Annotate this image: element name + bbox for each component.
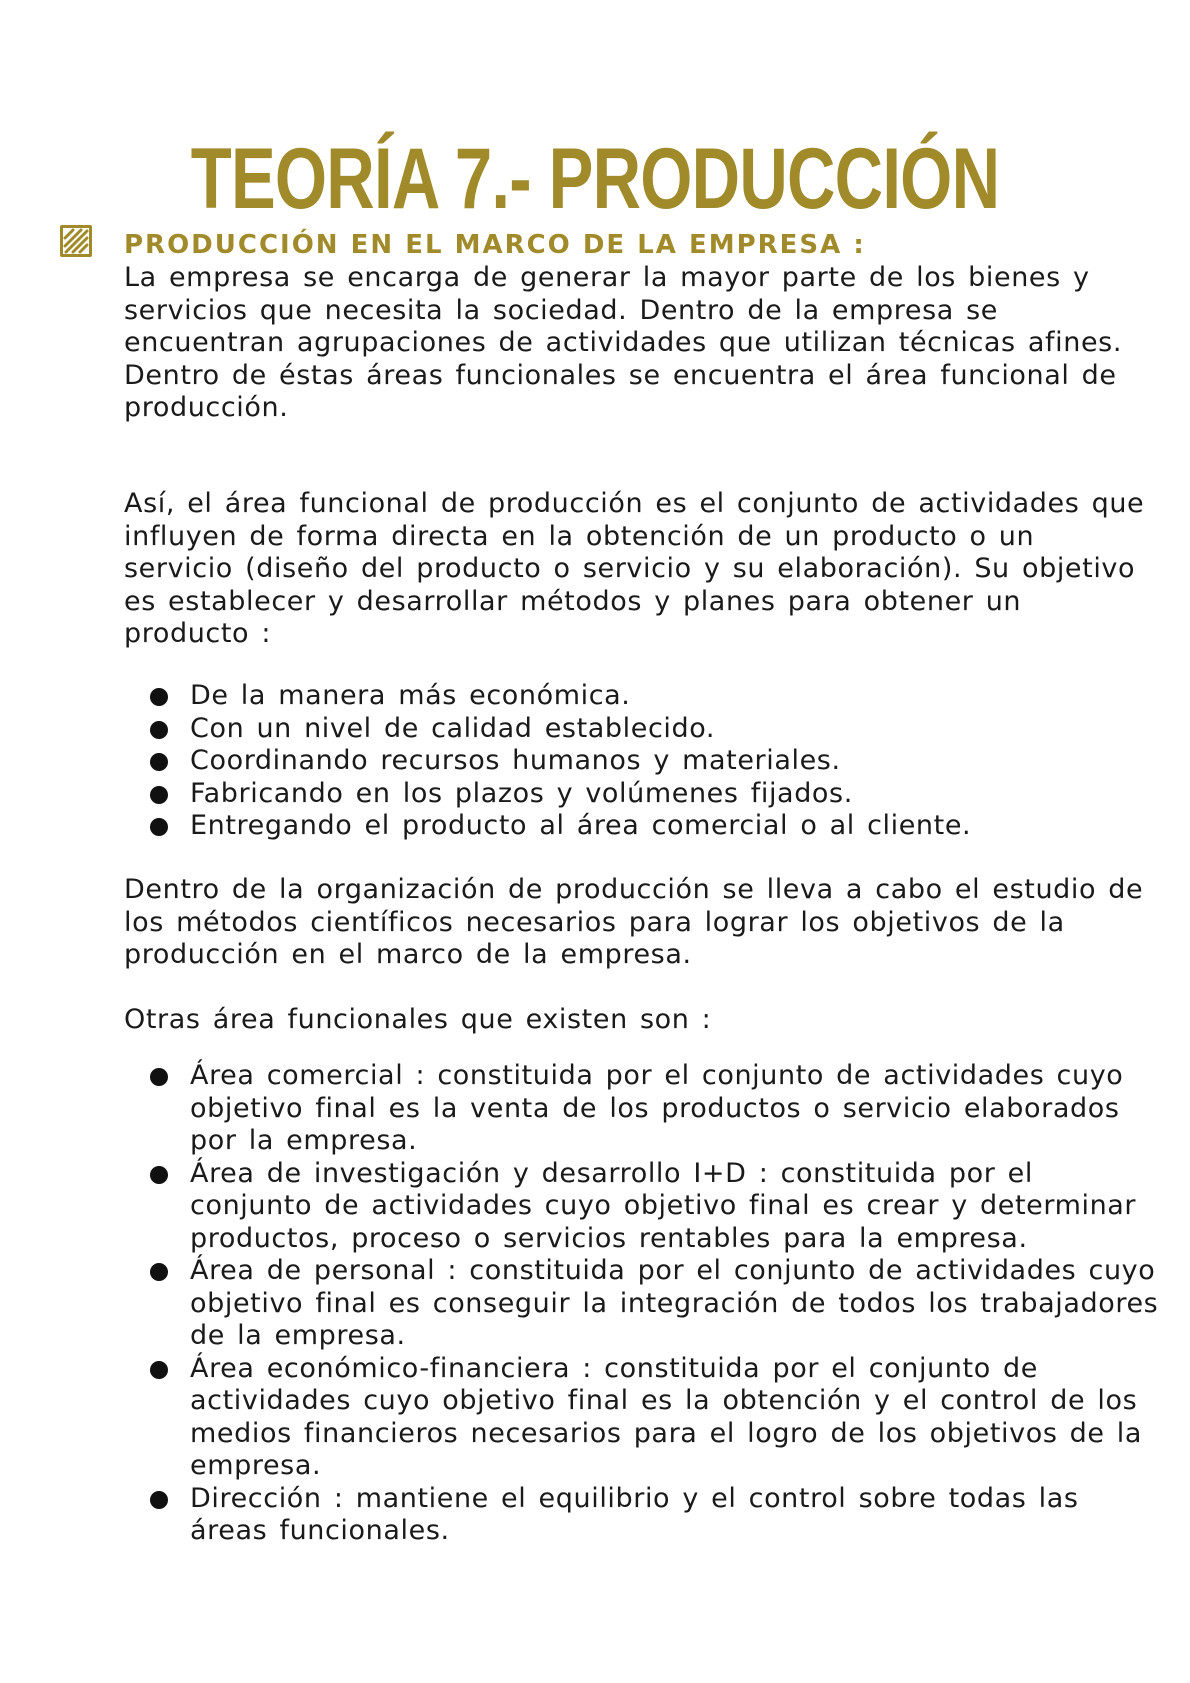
hatched-checkbox-icon xyxy=(60,225,92,257)
list-item-text: Área de personal : constituida por el conjunto de actividades cuyo objetivo final es conseguir la integración de todos los trabajadores de la empresa. xyxy=(190,1255,1159,1351)
paragraph-text: Dentro de la organización de producción se lleva a cabo el estudio de los métodos científicos necesarios para lograr los objetivos de la producción en el marco de la empresa. xyxy=(124,874,1144,970)
list-item-text: Entregando el producto al área comercial o al cliente. xyxy=(190,810,972,841)
list-item-text: Fabricando en los plazos y volúmenes fijados. xyxy=(190,777,853,809)
list-item-text: Área de investigación y desarrollo I+D : constituida por el conjunto de actividades cuyo objetivo final es crear y determinar productos, proceso o servicios rentables para la empresa. xyxy=(190,1157,1137,1254)
list-item-text: Área económico-financiera : constituida por el conjunto de actividades cuyo objetivo final es la obtención y el control de los medios financieros necesarios para el logro de los objetivos de la empresa. xyxy=(190,1352,1143,1481)
list-item xyxy=(150,778,1160,811)
list-item-text: Coordinando recursos humanos y materiales. xyxy=(190,745,841,776)
bullet-icon xyxy=(150,1491,168,1509)
bullet-icon xyxy=(150,753,168,771)
intro-paragraph xyxy=(124,262,1154,425)
other-areas-intro xyxy=(124,1004,1154,1037)
list-item-text: Área comercial : constituida por el conjunto de actividades cuyo objetivo final es la venta de los productos o servicio elaborados por la empresa. xyxy=(190,1060,1124,1156)
page-title: TEORÍA 7.- PRODUCCIÓN xyxy=(190,130,1000,227)
list-item-text: Dirección : mantiene el equilibrio y el control sobre todas las áreas funcionales. xyxy=(190,1482,1079,1546)
hatched-checkbox-icon-graphic xyxy=(63,228,89,254)
list-item xyxy=(150,1060,1160,1158)
list-item xyxy=(150,713,1160,746)
section-heading: PRODUCCIÓN EN EL MARCO DE LA EMPRESA : xyxy=(124,230,866,260)
functional-areas-list xyxy=(150,1060,1160,1548)
list-item-text: Con un nivel de calidad establecido. xyxy=(190,712,716,744)
paragraph-text: Así, el área funcional de producción es el conjunto de actividades que influyen de forma directa en la obtención de un producto o un servicio (diseño del producto o servicio y su elaboración). Su objetivo es establecer y desarrollar métodos y planes para obtener un producto : xyxy=(124,488,1145,649)
list-item-text: De la manera más económica. xyxy=(190,680,631,711)
paragraph-text: Otras área funcionales que existen son : xyxy=(124,1004,712,1035)
bullet-icon xyxy=(150,818,168,836)
objectives-list xyxy=(150,680,1160,843)
bullet-icon xyxy=(150,1068,168,1086)
bullet-icon xyxy=(150,786,168,804)
bullet-icon xyxy=(150,688,168,706)
list-item xyxy=(150,810,1160,843)
list-item xyxy=(150,745,1160,778)
list-item xyxy=(150,1353,1160,1483)
bullet-icon xyxy=(150,1166,168,1184)
list-item xyxy=(150,1255,1160,1353)
list-item xyxy=(150,1483,1160,1548)
paragraph-text: La empresa se encarga de generar la mayor parte de los bienes y servicios que necesita la sociedad. Dentro de la empresa se encuentran agrupaciones de actividades que utilizan técnicas afines. Dentro de éstas áreas funcionales se encuentra el área funcional de producción. xyxy=(124,262,1123,423)
bullet-icon xyxy=(150,1361,168,1379)
list-item xyxy=(150,680,1160,713)
bullet-icon xyxy=(150,721,168,739)
bullet-icon xyxy=(150,1263,168,1281)
definition-paragraph xyxy=(124,488,1154,651)
list-item xyxy=(150,1158,1160,1256)
organization-paragraph xyxy=(124,874,1154,972)
